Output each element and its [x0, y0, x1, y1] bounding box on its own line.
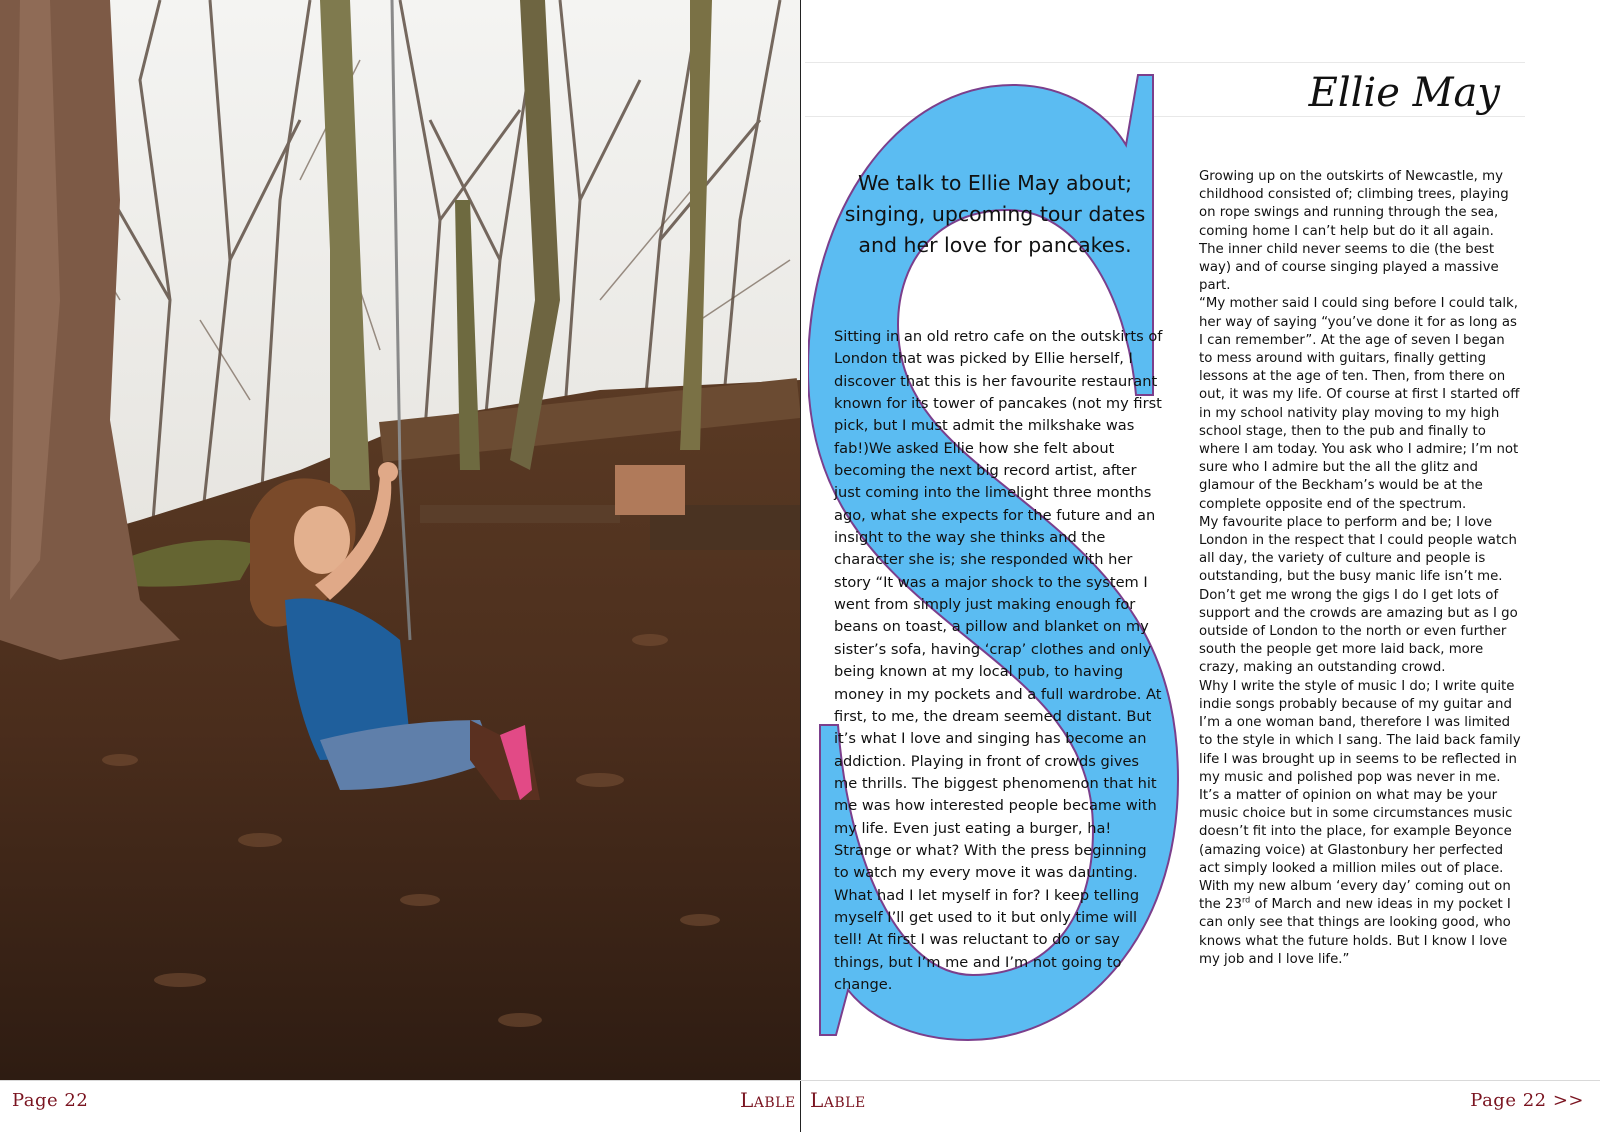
photo-girl-rope-swing-woods	[0, 0, 800, 1080]
column2-paragraph-5: With my new album ‘every day’ coming out on the 23rd of March and new ideas in my pocket I can only see that things are looking good, who knows what the future holds. But I know I love my job and I love life.”	[1199, 878, 1511, 967]
right-page-number[interactable]: Page 22 >>	[1470, 1090, 1584, 1111]
standfirst	[830, 168, 1160, 261]
footer-rule	[0, 1080, 1600, 1081]
article-column-2	[1199, 168, 1521, 969]
left-page-number: Page 22	[12, 1090, 89, 1111]
column2-paragraph-3: My favourite place to perform and be; I love London in the respect that I could people watch all day, the variety of culture and people is outstanding, but the busy manic life isn’t me. Don’t get me wrong the gigs I do I get lots of support and the crowds are amazing but as I go outside of London to the north or even further south the people get more laid back, more crazy, making an outstanding crowd.	[1199, 514, 1518, 676]
column2-paragraph-1: Growing up on the outskirts of Newcastle, my childhood consisted of; climbing trees, playing on rope swings and running through the sea, coming home I can’t help but do it all again. The inner child never seems to die (the best way) and of course singing played a massive part.	[1199, 169, 1509, 294]
spread-spine	[800, 0, 801, 1132]
feature-photo	[0, 0, 800, 1080]
article-title: Ellie May	[1308, 70, 1500, 116]
left-brand-logo: LABLE	[740, 1088, 796, 1112]
standfirst-line-2: singing, upcoming tour dates	[844, 202, 1146, 226]
standfirst-line-1: We talk to Ellie May about;	[857, 171, 1133, 195]
column1-body: Sitting in an old retro cafe on the outskirts of London that was picked by Ellie herself, I discover that this is her favourite restaurant known for its tower of pancakes (not my first pick, but I must admit the milkshake was fab!)We asked Ellie how she felt about becoming the next big record artist, after just coming into the limelight three months ago, what she expects for the future and an insight to the way she thinks and the character she is; she responded with her story “It was a major shock to the system I went from simply just making enough for beans on toast, a pillow and blanket on my sister’s sofa, having ‘crap’ clothes and only being known at my local pub, to having money in my pockets and a full wardrobe. At first, to me, the dream seemed distant. But it’s what I love and singing has become an addiction. Playing in front of crowds gives me thrills. The biggest phenomenon that hit me was how interested people became with my life. Even just eating a burger, ha! Strange or what? With the press beginning to watch my every move it was daunting. What had I let myself in for? I keep telling myself I’ll get used to it but only time will tell! At first I was reluctant to do or say things, but I’m me and I’m not going to change.	[834, 328, 1163, 993]
standfirst-line-3: and her love for pancakes.	[858, 233, 1132, 257]
column2-paragraph-2: “My mother said I could sing before I could talk, her way of saying “you’ve done it for as long as I can remember”. At the age of seven I began to mess around with guitars, finally getting lessons at the age of ten. Then, from there on out, it was my life. Of course at first I started off in my school nativity play moving to my high school stage, then to the pub and finally to where I am today. You ask who I admire; I’m not sure who I admire but the all the glitz and glamour of the Beckham’s would be at the complete opposite end of the spectrum.	[1199, 296, 1520, 512]
column2-paragraph-4: Why I write the style of music I do; I write quite indie songs probably because of my guitar and I’m a one woman band, therefore I was limited to the style in which I sang. The laid back family life I was brought up in seems to be reflected in my music and polished pop was never in me. It’s a matter of opinion on what may be your music choice but in some circumstances music doesn’t fit into the place, for example Beyonce (amazing voice) at Glastonbury her perfected act simply looked a million miles out of place.	[1199, 678, 1521, 876]
article-column-1	[834, 326, 1164, 996]
right-brand-logo: LABLE	[810, 1088, 866, 1112]
